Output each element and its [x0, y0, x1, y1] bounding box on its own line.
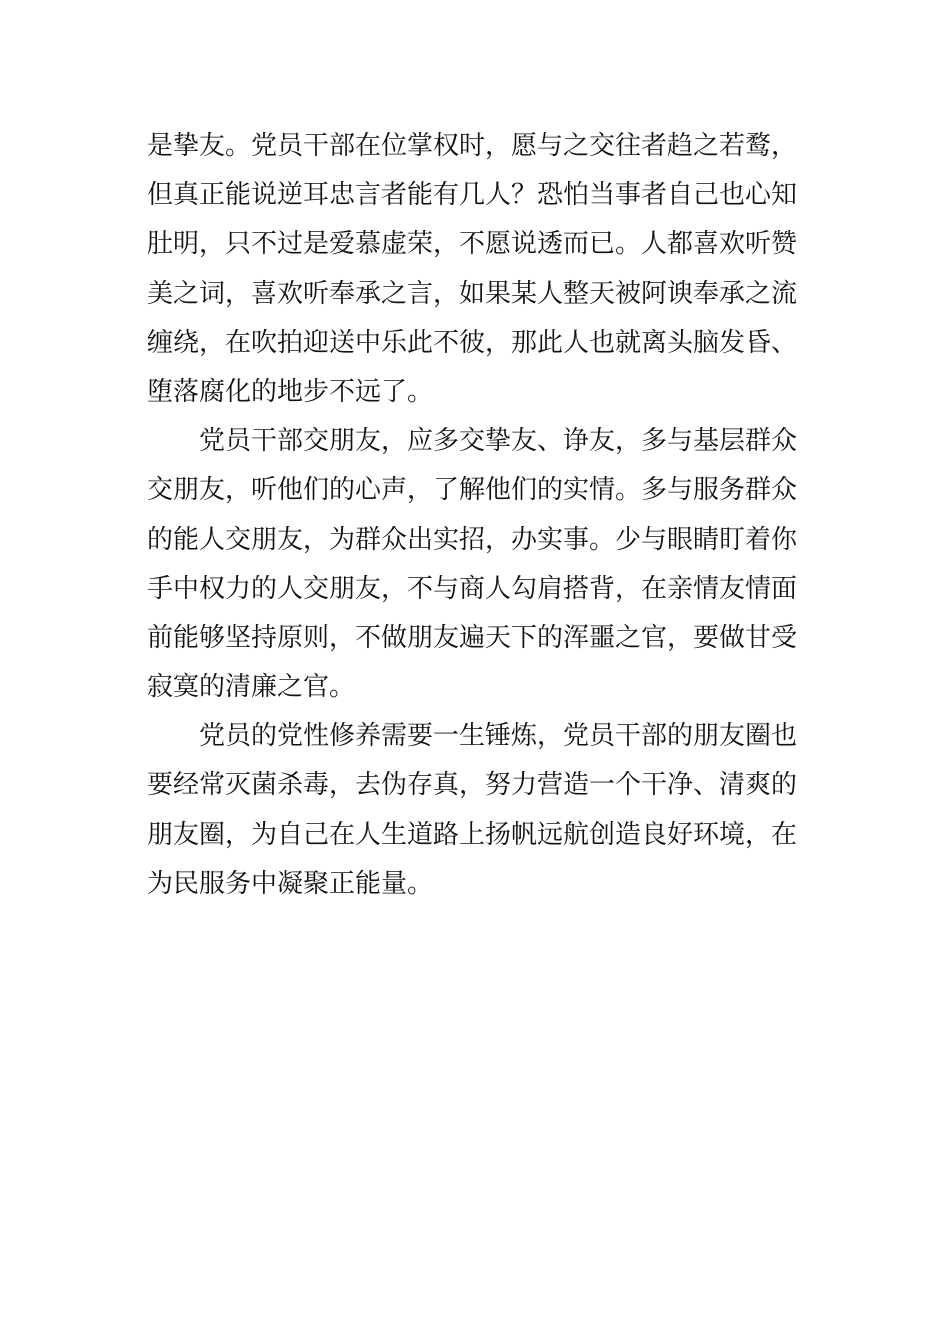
paragraph-2 — [147, 417, 798, 712]
text-line: 前能够坚持原则，不做朋友遍天下的浑噩之官，要做甘受 — [147, 622, 798, 653]
text-line: 朋友圈，为自己在人生道路上扬帆远航创造良好环境，在 — [147, 819, 798, 850]
text-line: 是挚友。党员干部在位掌权时，愿与之交往者趋之若鹜， — [147, 131, 798, 161]
text-line: 党员干部交朋友，应多交挚友、诤友，多与基层群众 — [199, 426, 798, 457]
text-line: 美之词，喜欢听奉承之言，如果某人整天被阿谀奉承之流 — [147, 278, 798, 309]
text-line: 肚明，只不过是爱慕虚荣，不愿说透而已。人都喜欢听赞 — [147, 229, 798, 260]
text-line: 缠绕，在吹拍迎送中乐此不彼，那此人也就离头脑发昏、 — [147, 327, 798, 358]
text-line: 为民服务中凝聚正能量。 — [147, 868, 434, 899]
text-line: 的能人交朋友，为群众出实招，办实事。少与眼睛盯着你 — [147, 524, 798, 555]
text-line: 党员的党性修养需要一生锤炼，党员干部的朋友圈也 — [199, 721, 798, 752]
text-line: 交朋友，听他们的心声，了解他们的实情。多与服务群众 — [147, 475, 798, 506]
paragraph-1 — [147, 122, 798, 417]
text-line: 寂寞的清廉之官。 — [147, 672, 356, 703]
paragraph-3 — [147, 712, 798, 909]
text-line: 堕落腐化的地步不远了。 — [147, 376, 434, 407]
document-body — [147, 122, 798, 909]
text-line: 手中权力的人交朋友，不与商人勾肩搭背，在亲情友情面 — [147, 573, 798, 604]
text-line: 但真正能说逆耳忠言者能有几人？恐怕当事者自己也心知 — [147, 180, 798, 211]
text-line: 要经常灭菌杀毒，去伪存真，努力营造一个干净、清爽的 — [147, 770, 798, 801]
